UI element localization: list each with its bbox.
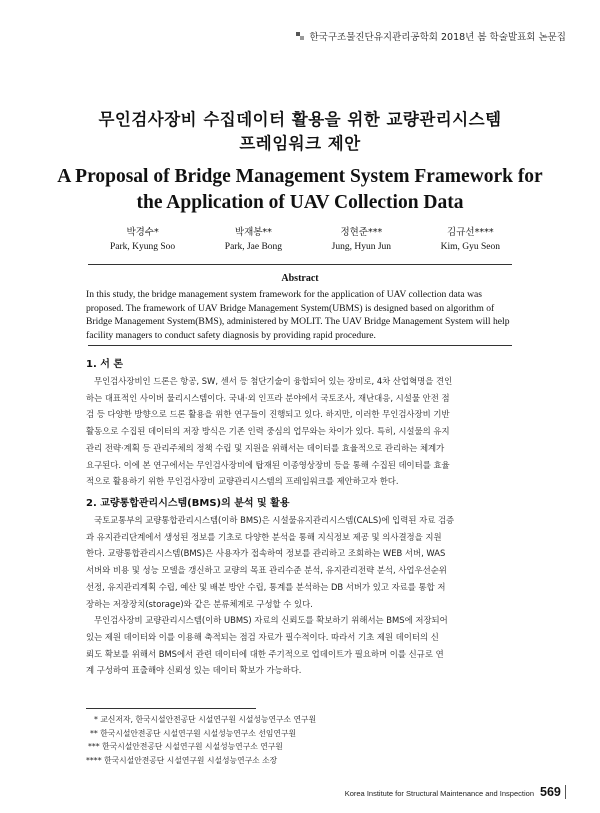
paragraph-line: 서버와 비용 및 성능 모델을 갱신하고 교량의 목표 관리수준 분석, 유지관리전략 분석, 사업우선순위 [86,565,447,576]
abstract-bottom-rule [88,345,512,346]
section-2-body [86,512,516,679]
author [110,226,175,254]
footnotes [86,713,486,767]
paragraph-line: 적으로 활용하기 위한 무인검사장비 교량관리시스템의 프레임워크를 제안하고자 한다. [86,476,399,487]
author-name-ko: 박재봉** [234,227,272,238]
paragraph-line: 활동으로 수집된 데이터의 저장 방식은 기존 인력 중심의 업무와는 차이가 있다. 특히, 시설물의 유지 [86,426,450,437]
english-title-line: A Proposal of Bridge Management System Framework for [57,166,543,187]
paragraph-line: 관리 전략·계획 등 관리주체의 정책 수립 및 지원을 위해서는 데이터를 효율적으로 관리하는 체계가 [86,442,445,453]
english-title [0,164,600,216]
abstract-line: facility managers to conduct safety diagnosis by providing rapid procedure. [86,329,376,341]
footer-text: Korea Institute for Structural Maintenance and Inspection [344,789,534,798]
paragraph-line: 하는 대표적인 사이버 물리시스템이다. 국내·외 인프라 분야에서 국토조사, 재난대응, 시설물 안전 점 [86,392,450,403]
paragraph-line: 뢰도 확보를 위해서 BMS에서 관련 데이터에 대한 주기적으로 업데이트가 필요하며 이를 신규로 연 [86,648,444,659]
paragraph-line: 무인검사장비인 드론은 항공, SW, 센서 등 첨단기술이 융합되어 있는 장비로, 4차 산업혁명을 견인 [94,376,453,386]
author-name-en: Park, Kyung Soo [110,242,176,252]
author-name-en: Kim, Gyu Seon [440,242,500,252]
abstract-heading: Abstract [281,273,319,284]
korean-title [0,108,600,156]
author [441,226,500,254]
header-squares-icon [296,32,305,41]
page-number: 569 [540,785,561,799]
korean-title-line: 무인검사장비 수집데이터 활용을 위한 교량관리시스템 [98,110,502,129]
section-1-body [86,373,516,490]
paragraph-line: 계 구성하여 표출해야 신뢰성 있는 데이터 확보가 가능하다. [86,665,302,676]
footnote-rule [86,708,256,709]
author [225,226,282,254]
header-text: 한국구조물진단유지관리공학회 2018년 봄 학술발표회 논문집 [309,32,566,43]
paragraph-line: 국토교통부의 교량통합관리시스템(이하 BMS)은 시설물유지관리시스템(CALS)에 입력된 자료 검증 [94,515,455,525]
paragraph-line: 장하는 저장장치(storage)와 같은 분류체계로 구성할 수 있다. [86,598,313,609]
paragraph-line: 요구된다. 이에 본 연구에서는 무인검사장비에 탑재된 이종영상장비 등을 통해 수집된 데이터를 효율 [86,459,450,470]
footnote: ** 한국시설안전공단 시설연구원 시설성능연구소 선임연구원 [90,728,297,738]
paragraph-line: 선정, 유지관리계획 수립, 예산 및 배분 방안 수립, 통계를 분석하는 DB 서버가 있고 자료를 통합 저 [86,581,446,592]
footnote: *** 한국시설안전공단 시설연구원 시설성능연구소 연구원 [88,742,283,752]
section-2-heading: 2. 교량통합관리시스템(BMS)의 분석 및 활용 [86,498,290,509]
footnote: **** 한국시설안전공단 시설연구원 시설성능연구소 소장 [86,755,278,765]
footnote: * 교신저자, 한국시설안전공단 시설연구원 시설성능연구소 연구원 [94,715,317,724]
abstract-line: proposed. The framework of UAV Bridge Management System(UBMS) is designed based on algorithm of [86,302,495,314]
author-name-ko: 박경수* [126,227,159,238]
abstract-line: Bridge Management System(BMS), administered by MOLIT. The UAV Bridge Management System will help [86,316,510,327]
korean-title-line: 프레임워크 제안 [239,134,361,153]
english-title-line: the Application of UAV Collection Data [136,192,464,213]
paragraph-line: 한다. 교량통합관리시스템(BMS)은 사용자가 접속하여 정보를 관리하고 조회하는 WEB 서버, WAS [86,548,446,559]
paragraph-line: 무인검사장비 교량관리시스템(이하 UBMS) 자료의 신뢰도를 확보하기 위해서는 BMS에 저장되어 [94,615,448,626]
section-1-heading: 1. 서 론 [86,359,124,370]
author [332,226,391,254]
abstract-top-rule [88,264,512,265]
abstract-line: In this study, the bridge management system framework for the application of UAV collection data was [86,289,482,300]
author-name-ko: 김규선**** [447,227,494,238]
author-name-en: Jung, Hyun Jun [331,242,392,252]
page-number-bar [565,785,566,799]
paragraph-line: 있는 제원 데이터와 이를 이용해 축적되는 점검 자료가 필수적이다. 따라서 기초 제원 데이터의 신 [86,631,439,642]
author-name-ko: 정현준*** [340,227,383,238]
paragraph-line: 검 등 다양한 방향으로 드론 활용을 위한 연구들이 진행되고 있다. 하지만, 이러한 무인검사장비 기반 [86,409,450,420]
author-list [110,226,500,254]
paragraph-line: 과 유지관리단계에서 생성된 정보를 기초로 다양한 분석을 통해 지식정보 제공 및 의사결정을 지원 [86,531,442,542]
author-name-en: Park, Jae Bong [224,242,283,252]
running-header [296,29,566,43]
abstract-body [86,288,516,342]
